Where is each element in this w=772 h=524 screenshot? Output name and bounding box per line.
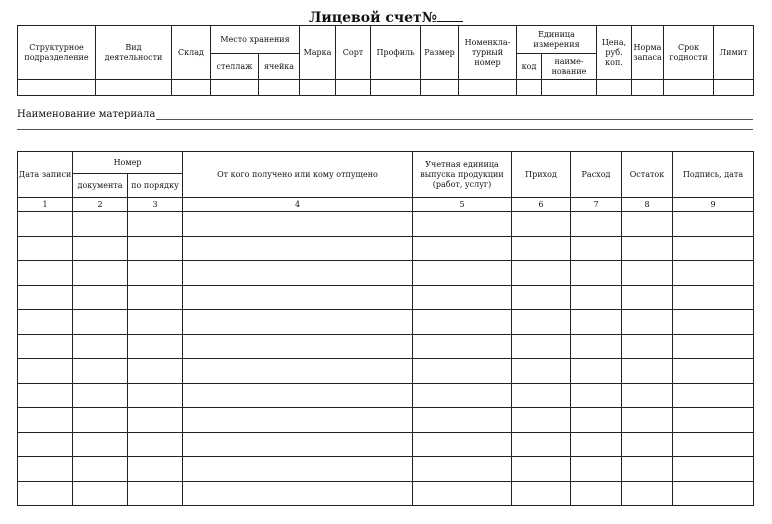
entry-cell[interactable] xyxy=(512,408,571,433)
entry-cell[interactable] xyxy=(413,481,512,506)
col-unit: Единица измерения xyxy=(517,26,597,54)
col-stock-norm: Норма запаса xyxy=(632,26,664,80)
entry-cell[interactable] xyxy=(622,457,673,482)
entry-cell[interactable] xyxy=(673,236,754,261)
entry-cell[interactable] xyxy=(571,212,622,237)
entry-cell[interactable] xyxy=(128,334,183,359)
entry-cell[interactable] xyxy=(571,310,622,335)
column-number: 5 xyxy=(413,198,512,212)
table-row xyxy=(18,310,754,335)
entry-cell[interactable] xyxy=(622,408,673,433)
entry-cell[interactable] xyxy=(673,359,754,384)
entry-cell[interactable] xyxy=(413,334,512,359)
column-number: 2 xyxy=(73,198,128,212)
input-cell[interactable] xyxy=(211,80,259,96)
entry-cell[interactable] xyxy=(673,334,754,359)
col-balance: Остаток xyxy=(622,152,673,198)
entry-cell[interactable] xyxy=(183,310,413,335)
entry-cell[interactable] xyxy=(128,285,183,310)
entry-cell[interactable] xyxy=(183,383,413,408)
entry-cell[interactable] xyxy=(128,432,183,457)
entry-cell[interactable] xyxy=(18,212,73,237)
entry-cell[interactable] xyxy=(183,408,413,433)
entry-cell[interactable] xyxy=(183,236,413,261)
entry-cell[interactable] xyxy=(622,481,673,506)
table-row xyxy=(18,359,754,384)
input-cell[interactable] xyxy=(300,80,336,96)
entry-cell[interactable] xyxy=(183,432,413,457)
entry-cell[interactable] xyxy=(18,408,73,433)
entry-cell[interactable] xyxy=(128,481,183,506)
entry-cell[interactable] xyxy=(18,359,73,384)
entry-cell[interactable] xyxy=(512,334,571,359)
input-cell[interactable] xyxy=(597,80,632,96)
entry-cell[interactable] xyxy=(73,212,128,237)
entry-cell[interactable] xyxy=(622,359,673,384)
input-cell[interactable] xyxy=(542,80,597,96)
entry-cell[interactable] xyxy=(128,457,183,482)
col-income: Приход xyxy=(512,152,571,198)
material-label: Наименование материала xyxy=(17,109,156,120)
input-cell[interactable] xyxy=(371,80,421,96)
col-price: Цена, руб. коп. xyxy=(597,26,632,80)
entry-cell[interactable] xyxy=(183,457,413,482)
entry-cell[interactable] xyxy=(18,334,73,359)
entry-cell[interactable] xyxy=(183,261,413,286)
entry-cell[interactable] xyxy=(413,383,512,408)
entry-cell[interactable] xyxy=(413,285,512,310)
col-warehouse: Склад xyxy=(172,26,211,80)
entry-cell[interactable] xyxy=(622,212,673,237)
input-cell[interactable] xyxy=(632,80,664,96)
entry-cell[interactable] xyxy=(622,432,673,457)
entry-cell[interactable] xyxy=(673,481,754,506)
page-title xyxy=(0,9,772,26)
column-number: 6 xyxy=(512,198,571,212)
col-document: документа xyxy=(73,174,128,198)
table-row xyxy=(18,236,754,261)
entry-cell[interactable] xyxy=(183,285,413,310)
entry-cell[interactable] xyxy=(413,359,512,384)
entry-cell[interactable] xyxy=(183,359,413,384)
table-row xyxy=(18,432,754,457)
entry-cell[interactable] xyxy=(18,457,73,482)
entry-cell[interactable] xyxy=(73,261,128,286)
entry-cell[interactable] xyxy=(18,481,73,506)
material-second-line xyxy=(17,129,753,130)
entry-cell[interactable] xyxy=(571,383,622,408)
entry-cell[interactable] xyxy=(413,457,512,482)
entry-cell[interactable] xyxy=(183,212,413,237)
entry-cell[interactable] xyxy=(622,310,673,335)
entry-cell[interactable] xyxy=(512,310,571,335)
col-size: Размер xyxy=(421,26,459,80)
input-cell[interactable] xyxy=(421,80,459,96)
entry-cell[interactable] xyxy=(512,236,571,261)
entry-cell[interactable] xyxy=(622,334,673,359)
entry-cell[interactable] xyxy=(413,212,512,237)
entry-cell[interactable] xyxy=(512,212,571,237)
entry-cell[interactable] xyxy=(622,383,673,408)
entry-cell[interactable] xyxy=(413,408,512,433)
col-unit-code: код xyxy=(517,54,542,80)
col-signature: Подпись, дата xyxy=(673,152,754,198)
entry-cell[interactable] xyxy=(622,261,673,286)
column-number: 1 xyxy=(18,198,73,212)
col-limit: Лимит xyxy=(714,26,754,80)
entry-cell[interactable] xyxy=(73,408,128,433)
table-row xyxy=(18,334,754,359)
table-row xyxy=(18,212,754,237)
material-name-field[interactable] xyxy=(17,109,753,121)
col-expense: Расход xyxy=(571,152,622,198)
entry-cell[interactable] xyxy=(413,236,512,261)
entry-cell[interactable] xyxy=(413,261,512,286)
entry-cell[interactable] xyxy=(571,481,622,506)
entry-cell[interactable] xyxy=(73,457,128,482)
entry-cell[interactable] xyxy=(73,383,128,408)
col-number: Номер xyxy=(73,152,183,174)
entry-cell[interactable] xyxy=(673,285,754,310)
entry-cell[interactable] xyxy=(18,236,73,261)
entry-cell[interactable] xyxy=(512,261,571,286)
entry-cell[interactable] xyxy=(183,334,413,359)
col-unit-output: Учетная единица выпуска продукции (работ, услуг) xyxy=(413,152,512,198)
entry-cell[interactable] xyxy=(18,285,73,310)
entry-cell[interactable] xyxy=(18,383,73,408)
table-row xyxy=(18,457,754,482)
entry-cell[interactable] xyxy=(18,261,73,286)
entry-cell[interactable] xyxy=(673,261,754,286)
input-cell[interactable] xyxy=(172,80,211,96)
table-row xyxy=(18,383,754,408)
entry-cell[interactable] xyxy=(673,310,754,335)
col-from-to: От кого получено или кому отпущено xyxy=(183,152,413,198)
input-cell[interactable] xyxy=(459,80,517,96)
entry-cell[interactable] xyxy=(73,481,128,506)
col-activity: Вид деятельности xyxy=(96,26,172,80)
input-cell[interactable] xyxy=(336,80,371,96)
column-number: 4 xyxy=(183,198,413,212)
input-cell[interactable] xyxy=(96,80,172,96)
entry-cell[interactable] xyxy=(571,334,622,359)
col-cell: ячейка xyxy=(259,54,300,80)
col-storage-place: Место хранения xyxy=(211,26,300,54)
entry-cell[interactable] xyxy=(673,432,754,457)
entry-cell[interactable] xyxy=(673,212,754,237)
input-cell[interactable] xyxy=(259,80,300,96)
col-order: по порядку xyxy=(128,174,183,198)
entry-cell[interactable] xyxy=(128,310,183,335)
entry-cell[interactable] xyxy=(73,285,128,310)
entry-cell[interactable] xyxy=(512,383,571,408)
entry-cell[interactable] xyxy=(571,457,622,482)
entry-cell[interactable] xyxy=(73,432,128,457)
header-table xyxy=(17,25,754,96)
title-text: Лицевой счет№ xyxy=(309,10,437,26)
column-numbers-row xyxy=(18,198,754,212)
col-date: Дата записи xyxy=(18,152,73,198)
entry-cell[interactable] xyxy=(73,236,128,261)
entry-cell[interactable] xyxy=(413,310,512,335)
col-structural-unit: Структурное подразделение xyxy=(18,26,96,80)
entry-cell[interactable] xyxy=(673,383,754,408)
col-nomenclature: Номенкла-турный номер xyxy=(459,26,517,80)
table-row xyxy=(18,285,754,310)
col-shelf-life: Срок годности xyxy=(664,26,714,80)
table-row xyxy=(18,261,754,286)
entry-cell[interactable] xyxy=(128,383,183,408)
entry-cell[interactable] xyxy=(73,334,128,359)
column-number: 3 xyxy=(128,198,183,212)
input-cell[interactable] xyxy=(714,80,754,96)
entry-cell[interactable] xyxy=(128,408,183,433)
column-number: 7 xyxy=(571,198,622,212)
entry-cell[interactable] xyxy=(413,432,512,457)
entry-cell[interactable] xyxy=(128,359,183,384)
entry-cell[interactable] xyxy=(512,285,571,310)
col-rack: стеллаж xyxy=(211,54,259,80)
header-input-row xyxy=(18,80,754,96)
column-number: 9 xyxy=(673,198,754,212)
table-row xyxy=(18,408,754,433)
col-mark: Марка xyxy=(300,26,336,80)
entry-cell[interactable] xyxy=(571,359,622,384)
entry-cell[interactable] xyxy=(18,432,73,457)
material-underline xyxy=(156,119,753,120)
entry-cell[interactable] xyxy=(622,236,673,261)
entry-cell[interactable] xyxy=(673,457,754,482)
movement-table xyxy=(17,151,754,506)
entry-cell[interactable] xyxy=(512,457,571,482)
table-row xyxy=(18,481,754,506)
entry-cell[interactable] xyxy=(512,481,571,506)
entry-cell[interactable] xyxy=(183,481,413,506)
entry-cell[interactable] xyxy=(571,285,622,310)
col-profile: Профиль xyxy=(371,26,421,80)
entry-cell[interactable] xyxy=(571,408,622,433)
entry-cell[interactable] xyxy=(73,359,128,384)
account-number-blank[interactable] xyxy=(437,9,463,22)
entry-cell[interactable] xyxy=(128,236,183,261)
col-grade: Сорт xyxy=(336,26,371,80)
entry-cell[interactable] xyxy=(622,285,673,310)
entry-cell[interactable] xyxy=(128,212,183,237)
input-cell[interactable] xyxy=(18,80,96,96)
input-cell[interactable] xyxy=(664,80,714,96)
column-number: 8 xyxy=(622,198,673,212)
col-unit-name: наиме-нование xyxy=(542,54,597,80)
entry-cell[interactable] xyxy=(571,236,622,261)
entry-cell[interactable] xyxy=(673,408,754,433)
entry-cell[interactable] xyxy=(512,359,571,384)
entry-cell[interactable] xyxy=(128,261,183,286)
entry-cell[interactable] xyxy=(18,310,73,335)
input-cell[interactable] xyxy=(517,80,542,96)
entry-cell[interactable] xyxy=(571,261,622,286)
entry-cell[interactable] xyxy=(73,310,128,335)
entry-cell[interactable] xyxy=(512,432,571,457)
entry-cell[interactable] xyxy=(571,432,622,457)
